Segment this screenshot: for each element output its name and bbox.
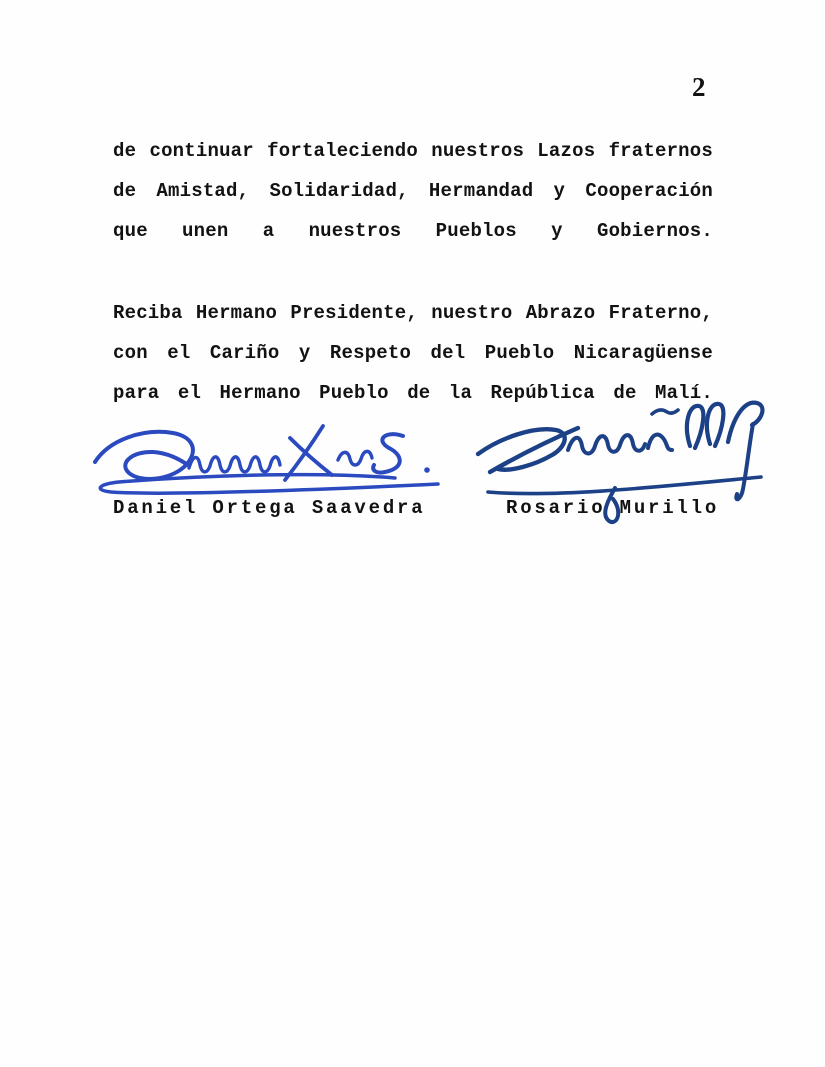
page-number: 2 (692, 72, 706, 102)
paragraph-1 (113, 131, 713, 251)
body-line: con el Cariño y Respeto del Pueblo Nicaragüense (113, 342, 713, 364)
daniel-ortega-signature-ink (85, 418, 455, 503)
body-line: de continuar fortaleciendo nuestros Lazos fraternos (113, 140, 713, 162)
signatory-name-rosario-murillo: Rosario Murillo (506, 497, 720, 519)
body-line: para el Hermano Pueblo de la República de Malí. (113, 382, 713, 404)
signatory-name-daniel-ortega-saavedra: Daniel Ortega Saavedra (113, 497, 426, 519)
paragraph-2 (113, 293, 713, 413)
body-line: Reciba Hermano Presidente, nuestro Abrazo Fraterno, (113, 302, 713, 324)
body-line: de Amistad, Solidaridad, Hermandad y Cooperación (113, 180, 713, 202)
body-line: que unen a nuestros Pueblos y Gobiernos. (113, 220, 713, 242)
